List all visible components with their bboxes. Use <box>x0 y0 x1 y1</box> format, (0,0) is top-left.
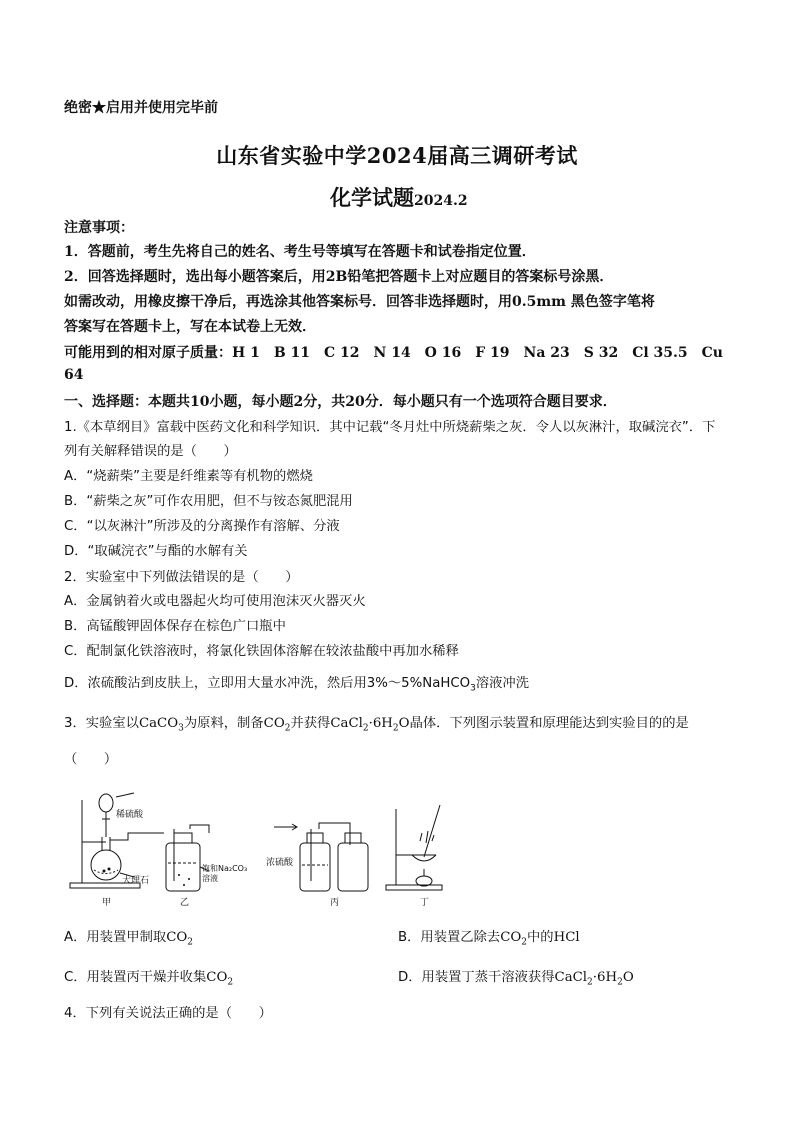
formula: CO <box>206 970 228 985</box>
stem-part: 并获得 <box>290 716 331 731</box>
label-dilute-acid: 稀硫酸 <box>116 810 144 820</box>
formula-hydrate: ·6H <box>368 716 393 731</box>
stem-part: 晶体．下列图示装置和原理能达到实验目的的是 <box>409 716 689 731</box>
question-1-option-d: D．“取碱浣衣”与酯的水解有关 <box>64 544 248 559</box>
question-1-option-c: C．“以灰淋汁”所涉及的分离操作有溶解、分液 <box>64 519 340 534</box>
stem-part: 为原料，制备 <box>183 716 264 731</box>
label-ding: 丁 <box>420 898 430 908</box>
option-text: B．用装置乙除去 <box>398 930 501 945</box>
label-jia: 甲 <box>102 898 112 908</box>
section-heading: 一、选择题：本题共10小题，每小题2分，共20分．每小题只有一个选项符合题目要求． <box>64 394 617 410</box>
collecting-bottle <box>338 843 368 891</box>
atomic-mass-line: 可能用到的相对原子质量：H 1 B 11 C 12 N 14 O 16 F 19 Na 23 S 32 Cl 35.5 Cu <box>64 345 723 361</box>
subscript: 2 <box>617 977 623 988</box>
formula-o: O <box>398 716 410 731</box>
subscript: 2 <box>362 723 369 734</box>
label-bing: 丙 <box>330 898 340 908</box>
question-2-stem: 2．实验室中下列做法错误的是（ ） <box>64 570 299 585</box>
question-1-option-a: A．“烧薪柴”主要是纤维素等有机物的燃烧 <box>64 469 313 484</box>
note-line-3: 如需改动，用橡皮擦干净后，再选涂其他答案标号．回答非选择题时，用0.5mm 黑色签字笔将 <box>64 294 655 310</box>
confidential-notice: 绝密★启用并使用完毕前 <box>64 100 218 116</box>
question-3-option-b <box>398 926 580 948</box>
subscript: 2 <box>227 977 234 988</box>
question-1-stem-cont: 列有关解释错误的是（ ） <box>64 444 237 459</box>
exam-date: 2024.2 <box>414 193 468 209</box>
subscript: 3 <box>178 723 184 734</box>
question-3-option-c <box>64 966 233 988</box>
option-text: A．用装置甲制取 <box>64 930 167 945</box>
question-1-stem: 1.《本草纲目》富载中医药文化和科学知识．其中记载“冬月灶中所烧薪柴之灰．令人以灰淋汁，取碱浣衣”．下 <box>64 420 716 435</box>
drying-bottle <box>300 843 330 891</box>
option-text: C．用装置丙干燥并收集 <box>64 970 207 985</box>
question-3-option-d <box>398 966 634 988</box>
atomic-mass-line-2: 64 <box>64 367 84 383</box>
notes-label: 注意事项： <box>64 220 134 236</box>
subscript: 2 <box>187 937 193 948</box>
question-2-option-d <box>64 672 529 694</box>
question-3-option-a <box>64 926 193 948</box>
delivery-tube-1 <box>110 833 164 840</box>
subscript: 2 <box>284 723 291 734</box>
stem-part: 3．实验室以 <box>64 716 139 731</box>
question-3-stem-cont: （ ） <box>64 752 118 767</box>
separatory-funnel <box>99 794 113 812</box>
label-conc-acid: 浓硫酸 <box>266 858 294 868</box>
formula: CO <box>500 930 522 945</box>
subject-name: 化学试题 <box>330 185 414 210</box>
note-line-4: 答案写在答题卡上，写在本试卷上无效． <box>64 319 316 335</box>
formula-cacl2: CaCl <box>330 716 363 731</box>
question-2-option-b: B．高锰酸钾固体保存在棕色广口瓶中 <box>64 619 286 634</box>
option-d-text-end: 溶液冲洗 <box>475 676 530 691</box>
formula: ·6H <box>592 970 618 985</box>
exam-title: 山东省实验中学2024届高三调研考试 <box>216 143 578 168</box>
subscript: 3 <box>470 683 476 694</box>
subscript: 2 <box>521 937 528 948</box>
label-marble: 大理石 <box>122 876 150 886</box>
option-d-text: D．浓硫酸沾到皮肤上，立即用大量水冲洗，然后用3%～5%NaHCO <box>64 676 471 691</box>
option-text: 中的 <box>527 930 554 945</box>
exam-subtitle <box>330 182 468 212</box>
formula: HCl <box>553 930 580 945</box>
subscript: 2 <box>587 977 593 988</box>
formula: CO <box>166 930 188 945</box>
subscript: 2 <box>392 723 399 734</box>
round-flask <box>91 850 121 880</box>
question-1-option-b: B．“薪柴之灰”可作农用肥，但不与铵态氮肥混用 <box>64 494 353 509</box>
question-3-stem <box>64 712 689 734</box>
question-4-stem: 4．下列有关说法正确的是（ ） <box>64 1006 272 1021</box>
formula-caco3: CaCO <box>138 716 179 731</box>
question-2-option-a: A．金属钠着火或电器起火均可使用泡沫灭火器灭火 <box>64 594 366 609</box>
wash-bottle-yi <box>166 843 200 891</box>
note-line-2: 2．回答选择题时，选出每小题答案后，用2B铅笔把答题卡上对应题目的答案标号涂黑． <box>64 269 614 285</box>
formula: CaCl <box>554 970 588 985</box>
apparatus-diagram <box>64 785 484 910</box>
formula: O <box>622 970 634 985</box>
formula-co2: CO <box>263 716 285 731</box>
label-solution: 溶液 <box>202 874 218 883</box>
label-yi: 乙 <box>180 898 190 908</box>
question-2-option-c: C．配制氯化铁溶液时，将氯化铁固体溶解在较浓盐酸中再加水稀释 <box>64 644 459 659</box>
option-text: D．用装置丁蒸干溶液获得 <box>398 970 555 985</box>
note-line-1: 1．答题前，考生先将自己的姓名、考生号等填写在答题卡和试卷指定位置． <box>64 244 536 260</box>
label-sat-na2co3: 饱和Na₂CO₃ <box>202 864 248 873</box>
